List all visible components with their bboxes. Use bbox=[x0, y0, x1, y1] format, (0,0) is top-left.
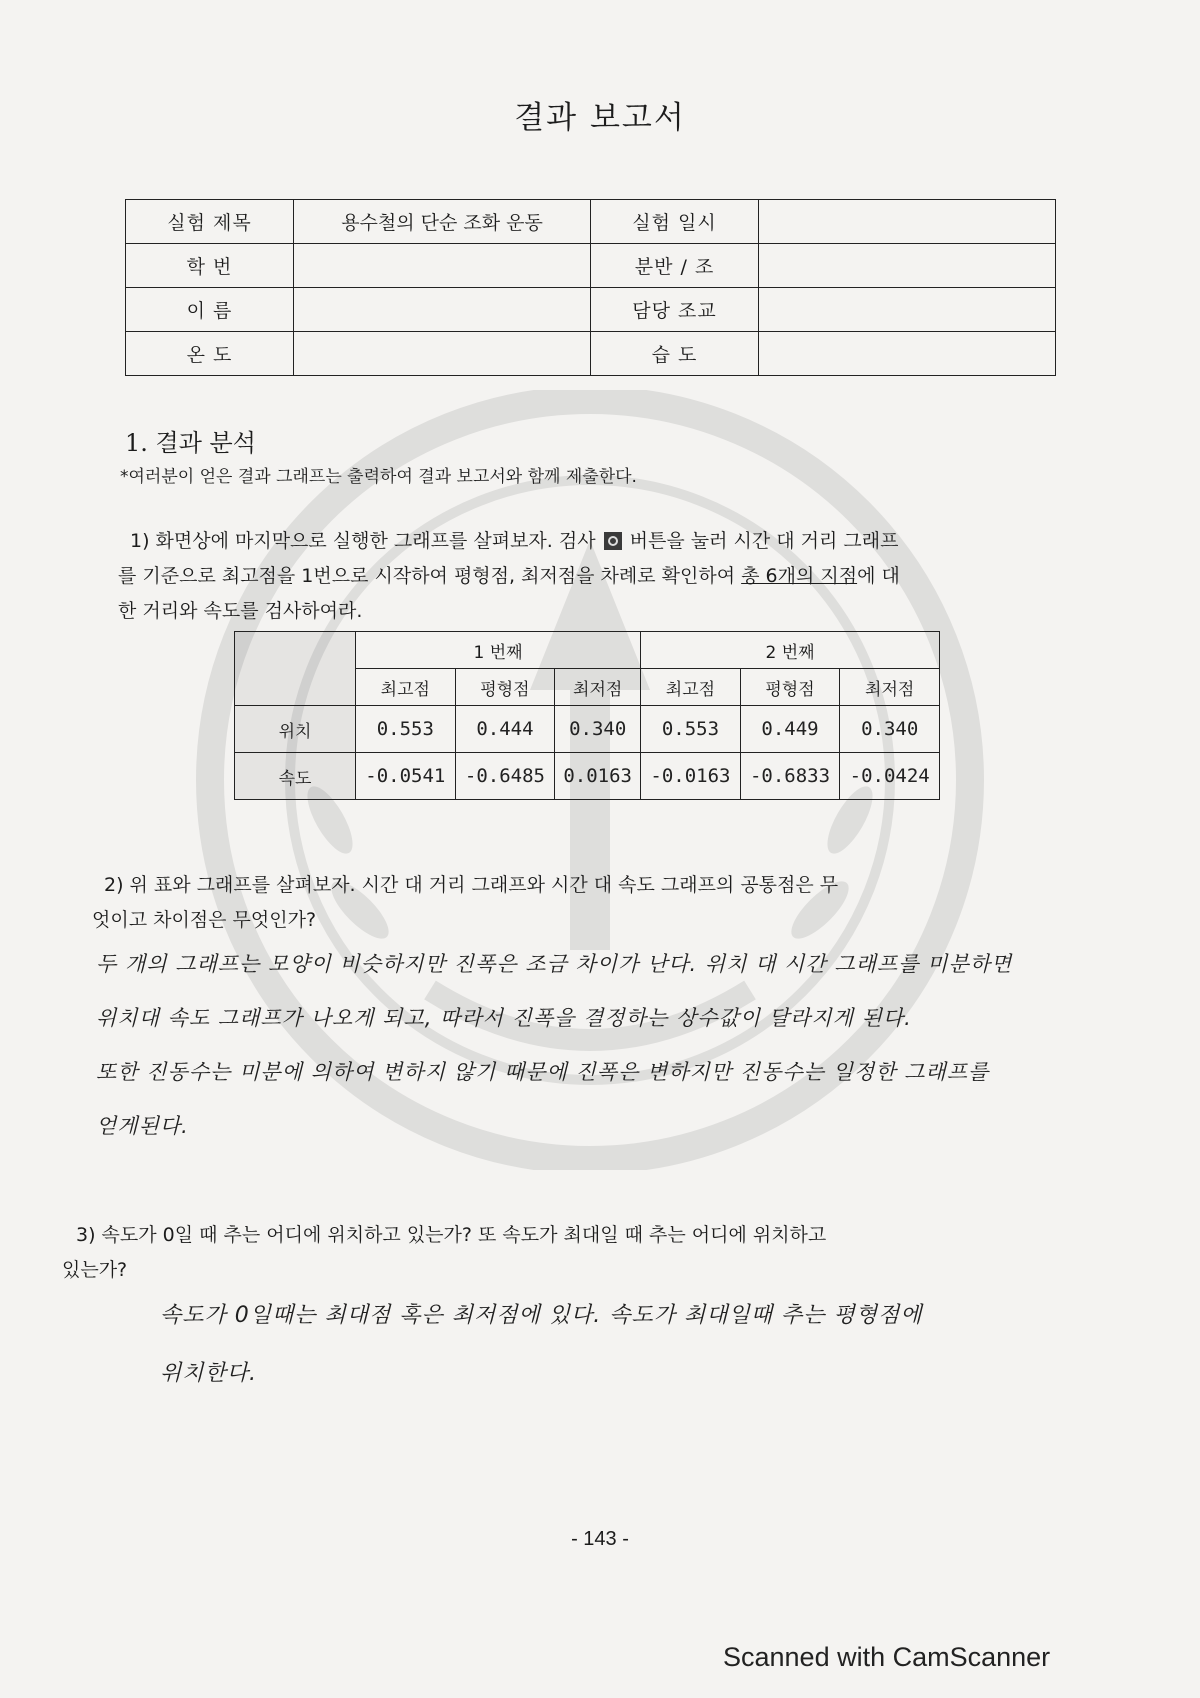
info-label: 학 번 bbox=[126, 244, 294, 288]
info-value bbox=[759, 244, 1056, 288]
table-row bbox=[126, 244, 1056, 288]
data-cell: -0.6485 bbox=[455, 753, 555, 800]
group-header: 2 번째 bbox=[641, 632, 940, 669]
table-row bbox=[126, 200, 1056, 244]
row-label: 속도 bbox=[235, 753, 356, 800]
table-row bbox=[235, 753, 940, 800]
question-3-line1: 3) 속도가 0일 때 추는 어디에 위치하고 있는가? 또 속도가 최대일 때 추는 어디에 위치하고 bbox=[76, 1224, 827, 1246]
table-row bbox=[235, 706, 940, 753]
submission-note: *여러분이 얻은 결과 그래프는 출력하여 결과 보고서와 함께 제출한다. bbox=[120, 467, 637, 487]
column-header: 평형점 bbox=[455, 669, 555, 706]
answer-line: 속도가 0일때는 최대점 혹은 최저점에 있다. 속도가 최대일때 추는 평형점에 bbox=[160, 1303, 923, 1328]
data-cell: 0.553 bbox=[641, 706, 741, 753]
info-label: 실험 제목 bbox=[126, 200, 294, 244]
underlined-text: 총 6개의 지점 bbox=[741, 565, 858, 587]
handwritten-answer-3 bbox=[160, 1294, 1160, 1396]
row-label: 위치 bbox=[235, 706, 356, 753]
info-value: 용수철의 단순 조화 운동 bbox=[294, 200, 591, 244]
info-label: 담당 조교 bbox=[590, 288, 758, 332]
info-value bbox=[759, 200, 1056, 244]
column-header: 최저점 bbox=[555, 669, 641, 706]
measurement-table bbox=[234, 631, 940, 800]
column-header: 최고점 bbox=[356, 669, 456, 706]
info-label: 분반 / 조 bbox=[590, 244, 758, 288]
question-2-line1: 2) 위 표와 그래프를 살펴보자. 시간 대 거리 그래프와 시간 대 속도 그래프의 공통점은 무 bbox=[104, 874, 839, 896]
table-row bbox=[126, 332, 1056, 376]
group-header: 1 번째 bbox=[356, 632, 641, 669]
section-title: 1. 결과 분석 bbox=[125, 429, 256, 457]
column-header: 최고점 bbox=[641, 669, 741, 706]
column-header: 최저점 bbox=[840, 669, 940, 706]
experiment-info-table bbox=[125, 199, 1056, 376]
data-cell: 0.553 bbox=[356, 706, 456, 753]
scanner-watermark: Scanned with CamScanner bbox=[723, 1642, 1051, 1672]
corner-cell bbox=[235, 632, 356, 706]
answer-line: 위치대 속도 그래프가 나오게 되고, 따라서 진폭을 결정하는 상수값이 달라지게 된다. bbox=[96, 1006, 912, 1030]
data-cell: 0.449 bbox=[740, 706, 840, 753]
info-label: 온 도 bbox=[126, 332, 294, 376]
info-value bbox=[759, 332, 1056, 376]
column-header: 평형점 bbox=[740, 669, 840, 706]
info-value bbox=[294, 332, 591, 376]
answer-line: 얻게된다. bbox=[96, 1114, 189, 1138]
report-title: 결과 보고서 bbox=[514, 100, 686, 136]
data-cell: 0.340 bbox=[555, 706, 641, 753]
data-cell: -0.0541 bbox=[356, 753, 456, 800]
data-cell: 0.340 bbox=[840, 706, 940, 753]
inspect-icon bbox=[604, 532, 622, 550]
question-1-line2: 를 기준으로 최고점을 1번으로 시작하여 평형점, 최저점을 차례로 확인하여 총 6개의 지점에 대 bbox=[118, 565, 900, 587]
question-1 bbox=[130, 524, 1080, 559]
question-2-line2: 엇이고 차이점은 무엇인가? bbox=[92, 909, 317, 931]
info-label: 실험 일시 bbox=[590, 200, 758, 244]
info-value bbox=[294, 244, 591, 288]
info-value bbox=[759, 288, 1056, 332]
answer-line: 두 개의 그래프는 모양이 비슷하지만 진폭은 조금 차이가 난다. 위치 대 시간 그래프를 미분하면 bbox=[96, 952, 1013, 976]
info-label: 이 름 bbox=[126, 288, 294, 332]
answer-line: 또한 진동수는 미분에 의하여 변하지 않기 때문에 진폭은 변하지만 진동수는 일정한 그래프를 bbox=[96, 1060, 990, 1084]
question-1-line1: 1) 화면상에 마지막으로 실행한 그래프를 살펴보자. 검사 버튼을 눌러 시간 대 거리 그래프 bbox=[130, 530, 899, 552]
data-cell: -0.0424 bbox=[840, 753, 940, 800]
question-1-line3: 한 거리와 속도를 검사하여라. bbox=[118, 600, 363, 622]
page-number: - 143 - bbox=[571, 1528, 629, 1550]
info-value bbox=[294, 288, 591, 332]
data-cell: 0.444 bbox=[455, 706, 555, 753]
info-label: 습 도 bbox=[590, 332, 758, 376]
data-cell: -0.0163 bbox=[641, 753, 741, 800]
data-cell: 0.0163 bbox=[555, 753, 641, 800]
data-cell: -0.6833 bbox=[740, 753, 840, 800]
handwritten-answer-2 bbox=[96, 942, 1096, 1148]
table-row bbox=[126, 288, 1056, 332]
question-3-line2: 있는가? bbox=[62, 1259, 128, 1281]
answer-line: 위치한다. bbox=[160, 1361, 258, 1386]
table-header-row bbox=[235, 632, 940, 669]
